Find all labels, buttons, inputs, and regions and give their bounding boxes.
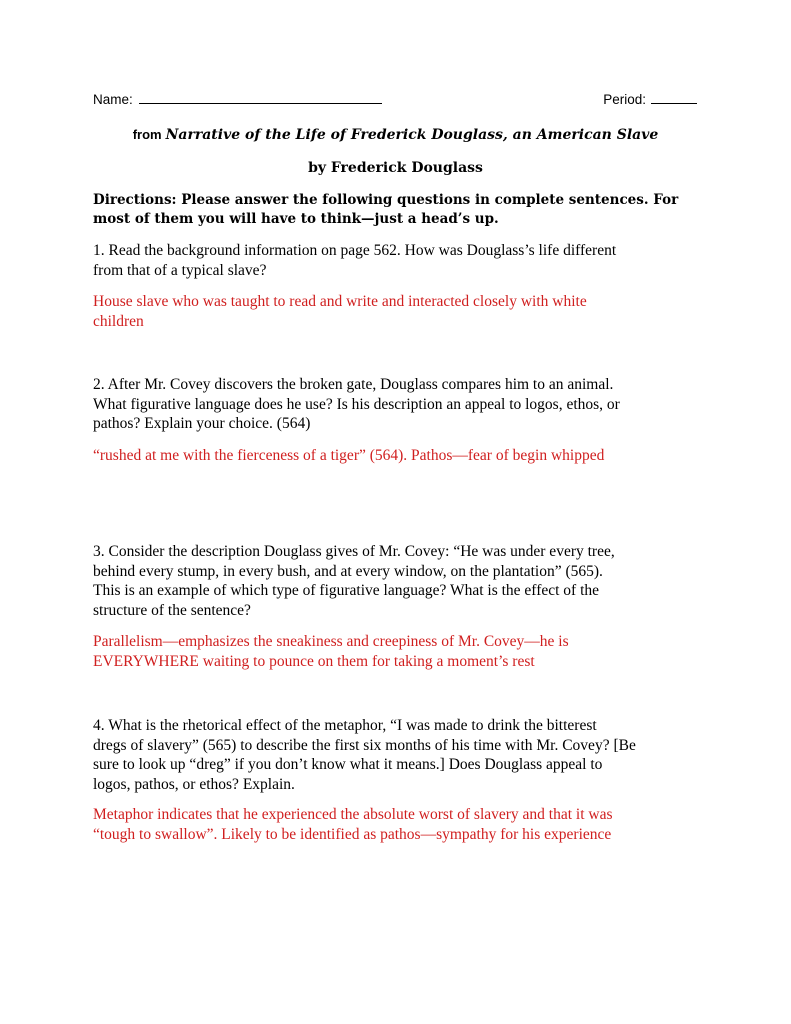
- question-line: dregs of slavery” (565) to describe the first six months of his time with Mr. Covey? [Be: [93, 736, 636, 754]
- name-field[interactable]: [93, 92, 382, 107]
- question-2: [93, 375, 705, 434]
- answer-1: [93, 292, 705, 331]
- question-line: 3. Consider the description Douglass gives of Mr. Covey: “He was under every tree,: [93, 543, 615, 560]
- answer-line: EVERYWHERE waiting to pounce on them for taking a moment’s rest: [93, 652, 535, 670]
- answer-line: Parallelism—emphasizes the sneakiness and creepiness of Mr. Covey—he is: [93, 633, 569, 650]
- question-line: 2. After Mr. Covey discovers the broken gate, Douglass compares him to an animal.: [93, 376, 614, 393]
- period-label: Period:: [603, 92, 646, 107]
- question-line: 4. What is the rhetorical effect of the metaphor, “I was made to drink the bitterest: [93, 717, 597, 734]
- answer-line: “tough to swallow”. Likely to be identified as pathos—sympathy for his experience: [93, 825, 612, 843]
- answer-4: [93, 805, 705, 844]
- question-line: 1. Read the background information on page 562. How was Douglass’s life different: [93, 242, 617, 259]
- title-from: from: [132, 127, 162, 142]
- directions: [93, 191, 697, 229]
- question-4: [93, 716, 705, 794]
- question-line: logos, pathos, or ethos? Explain.: [93, 775, 295, 793]
- name-blank-line[interactable]: [139, 92, 382, 104]
- question-line: behind every stump, in every bush, and at every window, on the plantation” (565).: [93, 562, 603, 580]
- question-line: What figurative language does he use? Is his description an appeal to logos, ethos, or: [93, 395, 620, 413]
- period-field[interactable]: [603, 92, 697, 107]
- period-blank-line[interactable]: [651, 92, 697, 104]
- answer-line: Metaphor indicates that he experienced the absolute worst of slavery and that it was: [93, 806, 613, 823]
- name-label: Name:: [93, 92, 133, 107]
- answer-3: [93, 632, 705, 671]
- byline: by Frederick Douglass: [308, 160, 483, 176]
- answer-line: children: [93, 312, 144, 330]
- header-row: [93, 92, 697, 112]
- question-line: This is an example of which type of figurative language? What is the effect of the: [93, 582, 600, 599]
- directions-line: Directions: Please answer the following questions in complete sentences. For: [93, 192, 679, 208]
- title-work: Narrative of the Life of Frederick Douglass, an American Slave: [165, 127, 659, 143]
- document-title: [0, 126, 791, 144]
- answer-line: House slave who was taught to read and write and interacted closely with white: [93, 293, 587, 310]
- question-line: sure to look up “dreg” if you don’t know what it means.] Does Douglass appeal to: [93, 756, 603, 773]
- question-line: structure of the sentence?: [93, 601, 251, 619]
- question-1: [93, 241, 705, 280]
- answer-line: “rushed at me with the fierceness of a tiger” (564). Pathos—fear of begin whipped: [93, 447, 605, 464]
- question-line: pathos? Explain your choice. (564): [93, 415, 311, 432]
- directions-line: most of them you will have to think—just a head’s up.: [93, 211, 499, 227]
- answer-2: [93, 446, 705, 466]
- question-line: from that of a typical slave?: [93, 261, 267, 279]
- question-3: [93, 542, 705, 620]
